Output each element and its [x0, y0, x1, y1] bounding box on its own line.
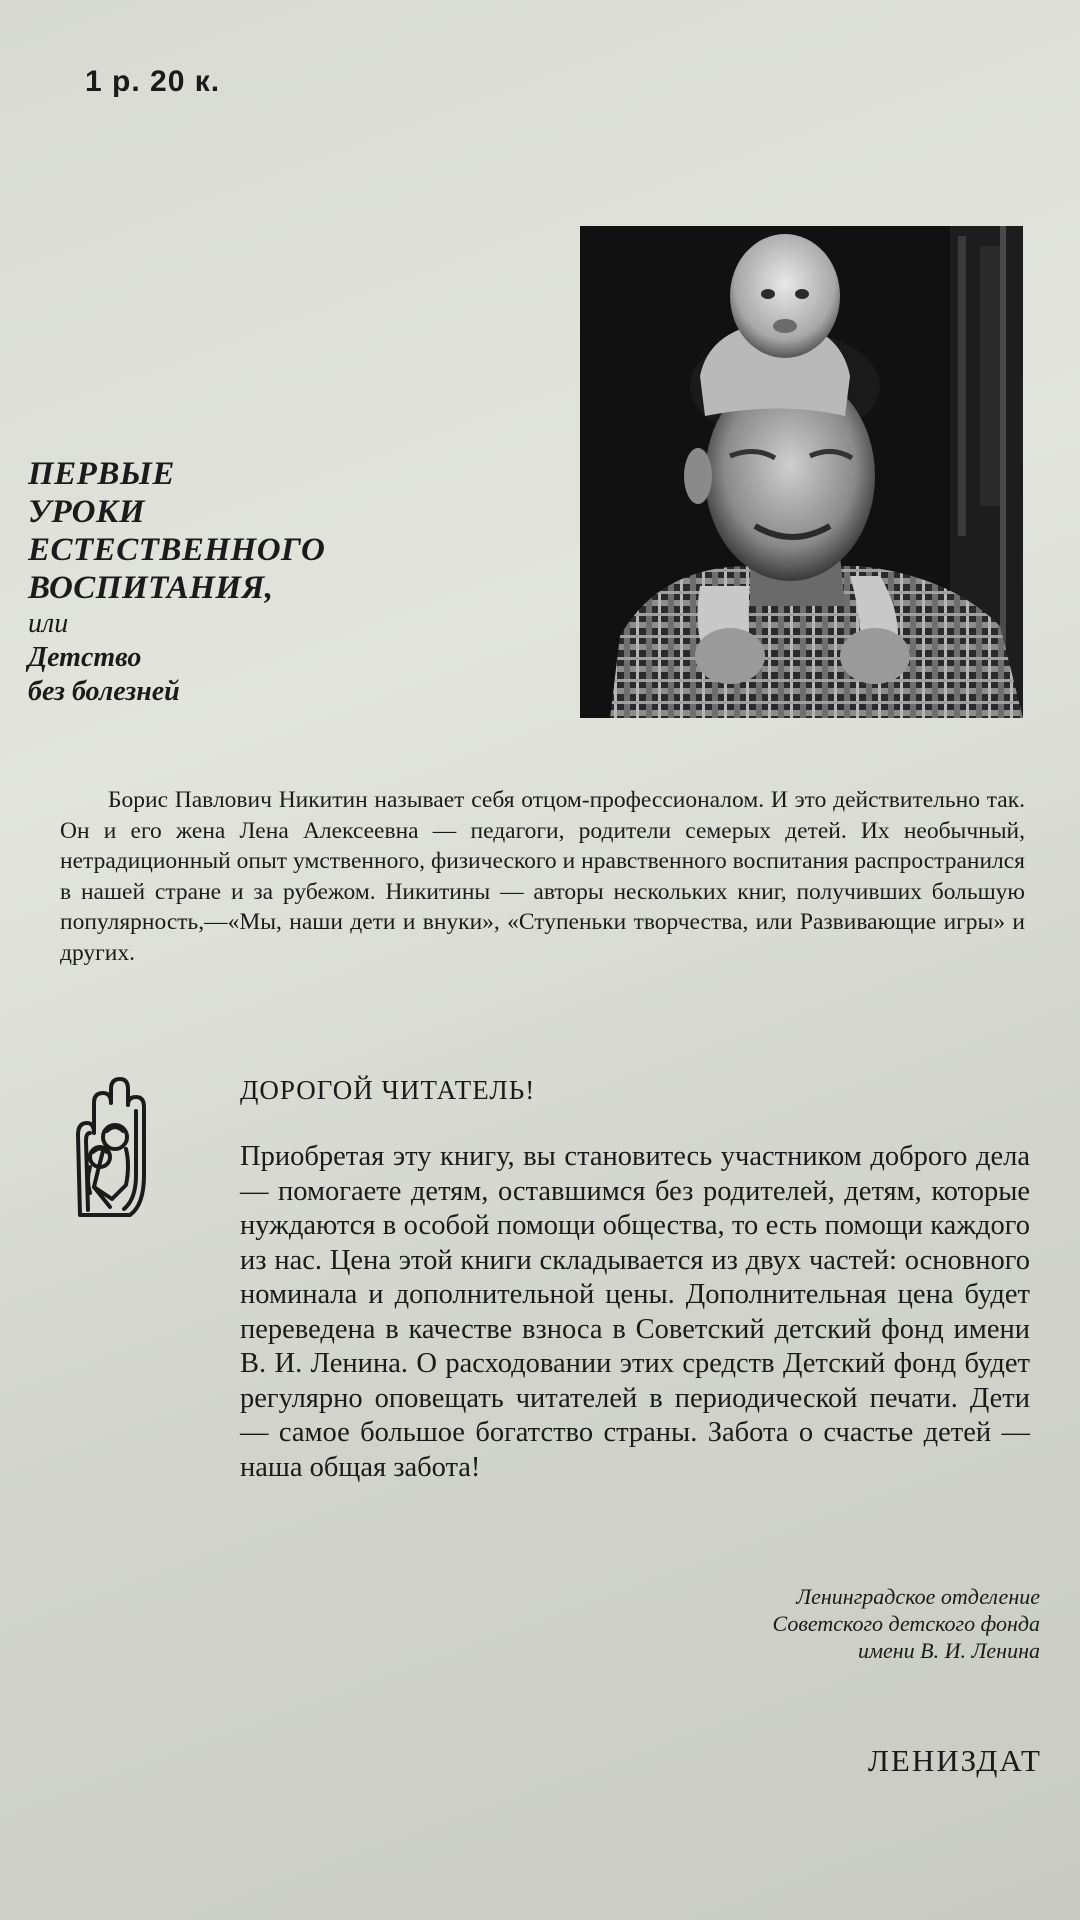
- signature-line: имени В. И. Ленина: [857, 1638, 1040, 1663]
- author-description-text: Борис Павлович Никитин называет себя отцом-профессионалом. И это действительно так. Он и его жена Лена Алексеевна — педагоги, родители семерых детей. Их необычный, нетрадиционный опыт умственного, физического и нравственного воспитания распространился в нашей стране и за рубежом. Никитины — авторы нескольких книг, получивших большую популярность,—«Мы, наши дети и внуки», «Ступеньки творчества, или Развивающие игры» и других.: [60, 787, 1025, 966]
- price-label: 1 р. 20 к.: [85, 65, 221, 98]
- subtitle-line: Детство: [28, 642, 142, 673]
- book-title: [28, 455, 448, 709]
- signature: [773, 1583, 1040, 1664]
- photo-father-with-baby-on-shoulders-icon: [580, 226, 1023, 718]
- title-or: или: [28, 608, 69, 639]
- author-photo: [580, 226, 1023, 718]
- subtitle-line: без болезней: [28, 676, 180, 707]
- childrens-fund-logo: [60, 1075, 155, 1225]
- signature-line: Советского детского фонда: [772, 1611, 1040, 1636]
- signature-line: Ленинградское отделение: [796, 1584, 1040, 1609]
- title-line: ЕСТЕСТВЕННОГО: [28, 532, 326, 568]
- hand-with-children-icon: [60, 1075, 155, 1225]
- title-line: ПЕРВЫЕ: [28, 456, 175, 492]
- author-description: [60, 785, 1025, 968]
- title-line: УРОКИ: [28, 494, 146, 530]
- title-line: ВОСПИТАНИЯ,: [28, 570, 274, 606]
- reader-appeal-text: Приобретая эту книгу, вы становитесь участником доброго дела — помогаете детям, оставшимся без родителей, детям, которые нуждаются в особой помощи общества, то есть помощи каждого из нас. Цена этой книги складывается из двух частей: основного номинала и дополнительной цены. Дополнительная цена будет переведена в качестве взноса в Советский детский фонд имени В. И. Ленина. О расходовании этих средств Детский фонд будет регулярно оповещать читателей в периодической печати. Дети — самое большое богатство страны. Забота о счастье детей — наша общая забота!: [240, 1141, 1030, 1483]
- publisher-name: ЛЕНИЗДАТ: [867, 1743, 1042, 1778]
- reader-heading: ДОРОГОЙ ЧИТАТЕЛЬ!: [240, 1075, 536, 1105]
